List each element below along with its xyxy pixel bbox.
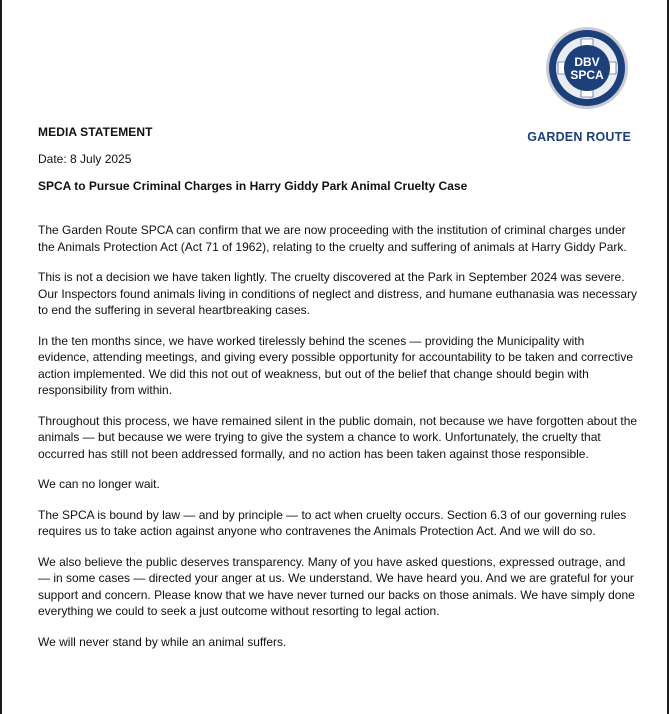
branch-name: GARDEN ROUTE — [527, 130, 631, 144]
paragraph: The SPCA is bound by law — and by principle — to act when cruelty occurs. Section 6.3 of our governing rules requires us to take action against anyone who contravenes the Animals Protection Act. And we will do so. — [38, 507, 627, 538]
paragraph: The Garden Route SPCA can confirm that we are now proceeding with the institution of criminal charges under the Animals Protection Act (Act 71 of 1962), relating to the cruelty and suffering of animals at Harry Giddy Park. — [38, 223, 627, 254]
paragraph: This is not a decision we have taken lightly. The cruelty discovered at the Park in September 2024 was severe. Our Inspectors found animals living in conditions of neglect and distress, and humane euthanasia was necessary to end the suffering in several heartbreaking cases. — [38, 270, 638, 317]
paragraph: Throughout this process, we have remained silent in the public domain, not because we have forgotten about the animals — but because we were trying to give the system a chance to work. Unfortunately, the cruelty that occurred has still not been addressed formally, and no action has been taken against those responsible. — [38, 413, 638, 461]
statement-label: MEDIA STATEMENT — [38, 125, 153, 139]
paragraph: We will never stand by while an animal suffers. — [38, 634, 287, 649]
statement-date: Date: 8 July 2025 — [38, 152, 132, 166]
paragraph: We can no longer wait. — [38, 477, 160, 491]
statement-body — [38, 222, 638, 664]
statement-label-block — [38, 125, 153, 139]
headline: SPCA to Pursue Criminal Charges in Harry Giddy Park Animal Cruelty Case — [38, 179, 468, 193]
spca-logo — [545, 26, 629, 110]
paragraph: In the ten months since, we have worked tirelessly behind the scenes — providing the Municipality with evidence, attending meetings, and giving every possible opportunity for accountability to be taken and corrective action implemented. We did this not out of weakness, but out of the belief that change should begin with responsibility from within. — [38, 333, 634, 397]
paragraph: We also believe the public deserves transparency. Many of you have asked questions, expressed outrage, and — in some cases — directed your anger at us. We understand. We have heard you. And we are grateful for your support and concern. Please know that we have never turned our backs on those animals. We have simply done everything we could to seek a just outcome without resorting to legal action. — [38, 554, 635, 618]
logo-line2: SPCA — [570, 68, 604, 82]
logo-line1: DBV — [574, 55, 600, 69]
